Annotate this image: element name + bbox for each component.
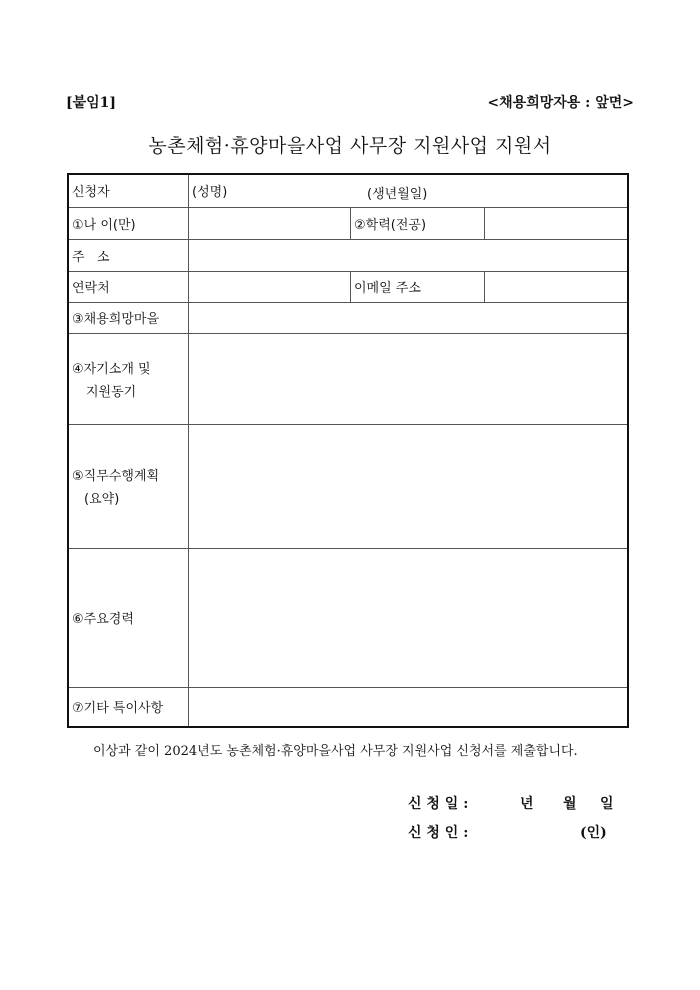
- career-field[interactable]: [189, 548, 629, 687]
- date-label: 신 청 일 :: [408, 796, 469, 812]
- intro-field[interactable]: [189, 333, 629, 424]
- row-plan: [68, 424, 628, 548]
- applicant-field[interactable]: [189, 174, 629, 207]
- row-address: [68, 239, 628, 271]
- name-hint: (성명): [192, 185, 228, 201]
- application-form: [67, 173, 629, 728]
- etc-field[interactable]: [189, 687, 629, 727]
- career-label: ⑥주요경력: [68, 548, 189, 687]
- month-label: 월: [563, 796, 577, 812]
- applicant-sign-label: 신 청 인 :: [408, 825, 469, 841]
- year-label: 년: [520, 796, 534, 812]
- email-label: 이메일 주소: [351, 271, 485, 302]
- education-field[interactable]: [485, 207, 629, 239]
- signature-block: [408, 793, 628, 851]
- page-title: 농촌체험·휴양마을사업 사무장 지원사업 지원서: [148, 135, 552, 157]
- seal-label: (인): [580, 825, 607, 841]
- etc-label: ⑦기타 특이사항: [68, 687, 189, 727]
- age-label: ①나 이(만): [68, 207, 189, 239]
- statement: 이상과 같이 2024년도 농촌체험·휴양마을사업 사무장 지원사업 신청서를 제출합니다.: [93, 744, 578, 759]
- address-field[interactable]: [189, 239, 629, 271]
- row-etc: [68, 687, 628, 727]
- village-field[interactable]: [189, 302, 629, 333]
- village-label: ③채용희망마을: [68, 302, 189, 333]
- contact-field[interactable]: [189, 271, 351, 302]
- email-field[interactable]: [485, 271, 629, 302]
- row-age: [68, 207, 628, 239]
- plan-label-line1: ⑤직무수행계획: [72, 469, 160, 484]
- intro-label-line1: ④자기소개 및: [72, 361, 151, 377]
- plan-label: [68, 424, 189, 548]
- intro-label: [68, 333, 189, 424]
- applicant-label: 신청자: [68, 174, 189, 207]
- plan-field[interactable]: [189, 424, 629, 548]
- age-field[interactable]: [189, 207, 351, 239]
- education-label: ②학력(전공): [351, 207, 485, 239]
- row-applicant: [68, 174, 628, 207]
- contact-label: 연락처: [68, 271, 189, 302]
- usage-label: <채용희망자용 : 앞면>: [487, 95, 634, 111]
- row-career: [68, 548, 628, 687]
- attachment-label: [붙임1]: [66, 95, 117, 111]
- birth-hint: (생년월일): [367, 187, 428, 202]
- address-label: 주 소: [68, 239, 189, 271]
- applicant-line: [408, 822, 628, 851]
- plan-label-line2: (요약): [84, 492, 120, 507]
- row-intro: [68, 333, 628, 424]
- intro-label-line2: 지원동기: [86, 384, 137, 400]
- row-contact: [68, 271, 628, 302]
- day-label: 일: [600, 796, 614, 812]
- date-line: [408, 793, 628, 822]
- row-village: [68, 302, 628, 333]
